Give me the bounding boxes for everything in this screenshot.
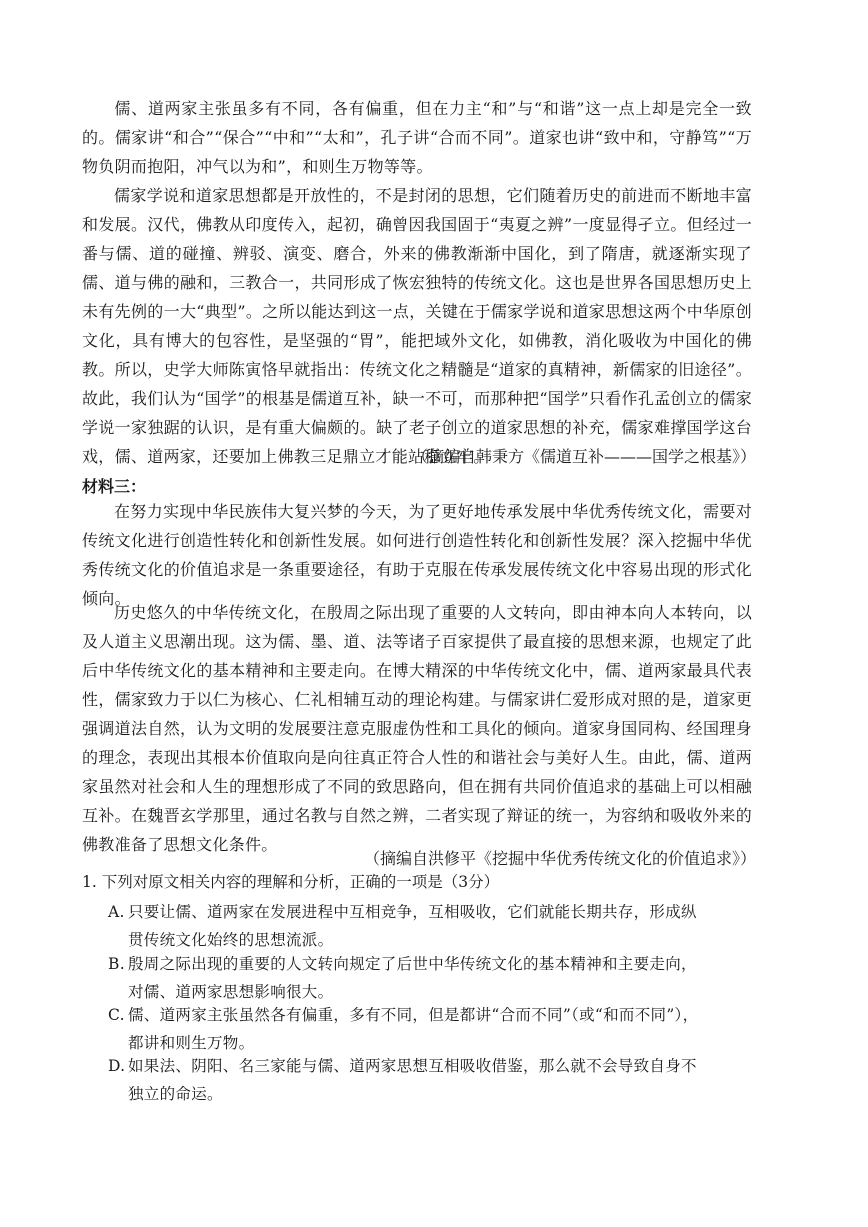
option-text-line2: 贯传统文化始终的思想流派。 [128, 931, 334, 949]
option-letter: A. [108, 903, 125, 921]
question-1-stem: 1. 下列对原文相关内容的理解和分析，正确的一项是（3分） [82, 873, 500, 891]
option-d [108, 1052, 753, 1108]
passage2-source: （摘编自韩秉方《儒道互补———国学之根基》） [411, 447, 756, 466]
option-letter: B. [108, 955, 125, 973]
passage2-paragraph-2 [82, 181, 752, 471]
option-text-line1: 只要让儒、道两家在发展进程中互相竞争，互相吸收，它们就能长期共存，形成纵 [128, 903, 697, 921]
option-text-line2: 对儒、道两家思想影响很大。 [128, 983, 334, 1001]
paragraph-text: 在努力实现中华民族伟大复兴梦的今天，为了更好地传承发展中华优秀传统文化，需要对传统文化进行创造性转化和创新性发展。如何进行创造性转化和创新性发展？深入挖掘中华优秀传统文化的价值追求是一条重要途径，有助于克服在传承发展传统文化中容易出现的形式化倾向。 [82, 502, 752, 608]
option-text-line1: 殷周之际出现的重要的人文转向规定了后世中华传统文化的基本精神和主要走向， [128, 955, 697, 973]
material3-heading: 材料三： [82, 477, 147, 496]
paragraph-text: 儒、道两家主张虽多有不同，各有偏重，但在力主“和”与“和谐”这一点上却是完全一致的。儒家讲“和合”“保合”“中和”“太和”，孔子讲“合而不同”。道家也讲“致中和，守静笃”“万物负阴而抱阳，冲气以为和”，和则生万物等等。 [82, 99, 752, 176]
paragraph-text: 儒家学说和道家思想都是开放性的，不是封闭的思想，它们随着历史的前进而不断地丰富和发展。汉代，佛教从印度传入，起初，确曾因我国固于“夷夏之辨”一度显得孑立。但经过一番与儒、道的碰撞、辨驳、演变、磨合，外来的佛教渐渐中国化，到了隋唐，就逐渐实现了儒、道与佛的融和，三教合一，共同形成了恢宏独特的传统文化。这也是世界各国思想历史上未有先例的一大“典型”。之所以能达到这一点，关键在于儒家学说和道家思想这两个中华原创文化，具有博大的包容性，是坚强的“胃”，能把域外文化，如佛教，消化吸收为中国化的佛教。所以，史学大师陈寅恪早就指出：传统文化之精髓是“道家的真精神，新儒家的旧途径”。故此，我们认为“国学”的根基是儒道互补，缺一不可，而那种把“国学”只看作孔孟创立的儒家学说一家独踞的认识，是有重大偏颇的。缺了老子创立的道家思想的补充，儒家难撑国学这台戏，儒、道两家，还要加上佛教三足鼎立才能站稳立牢。 [82, 186, 752, 466]
paragraph-text: 历史悠久的中华传统文化，在殷周之际出现了重要的人文转向，即由神本向人本转向，以及人道主义思潮出现。这为儒、墨、道、法等诸子百家提供了最直接的思想来源，也规定了此后中华传统文化的基本精神和主要走向。在博大精深的中华传统文化中，儒、道两家最具代表性，儒家致力于以仁为核心、仁礼相辅互动的理论构建。与儒家讲仁爱形成对照的是，道家更强调道法自然，认为文明的发展要注意克服虚伪性和工具化的倾向。道家身国同构、经国理身的理念，表现出其根本价值取向是向往真正符合人性的和谐社会与美好人生。由此，儒、道两家虽然对社会和人生的理想形成了不同的致思路向，但在拥有共同价值追求的基础上可以相融互补。在魏晋玄学那里，通过名教与自然之辨，二者实现了辩证的统一，为容纳和吸收外来的佛教准备了思想文化条件。 [82, 603, 752, 854]
option-letter: C. [108, 1006, 125, 1024]
passage2-paragraph-1 [82, 94, 752, 181]
option-a [108, 898, 753, 954]
material3-paragraph-2 [82, 598, 752, 859]
option-text-line1: 儒、道两家主张虽然各有偏重，多有不同，但是都讲“合而不同”（或“和而不同”）， [128, 1006, 699, 1024]
option-text-line2: 都讲和则生万物。 [128, 1034, 255, 1052]
material3-source: （摘编自洪修平《挖掘中华优秀传统文化的价值追求》） [363, 849, 756, 868]
option-b [108, 950, 753, 1006]
option-text-line2: 独立的命运。 [128, 1085, 223, 1103]
option-c [108, 1001, 753, 1057]
option-letter: D. [108, 1057, 126, 1075]
material3-paragraph-1 [82, 497, 752, 613]
option-text-line1: 如果法、阴阳、名三家能与儒、道两家思想互相吸收借鉴，那么就不会导致自身不 [128, 1057, 697, 1075]
